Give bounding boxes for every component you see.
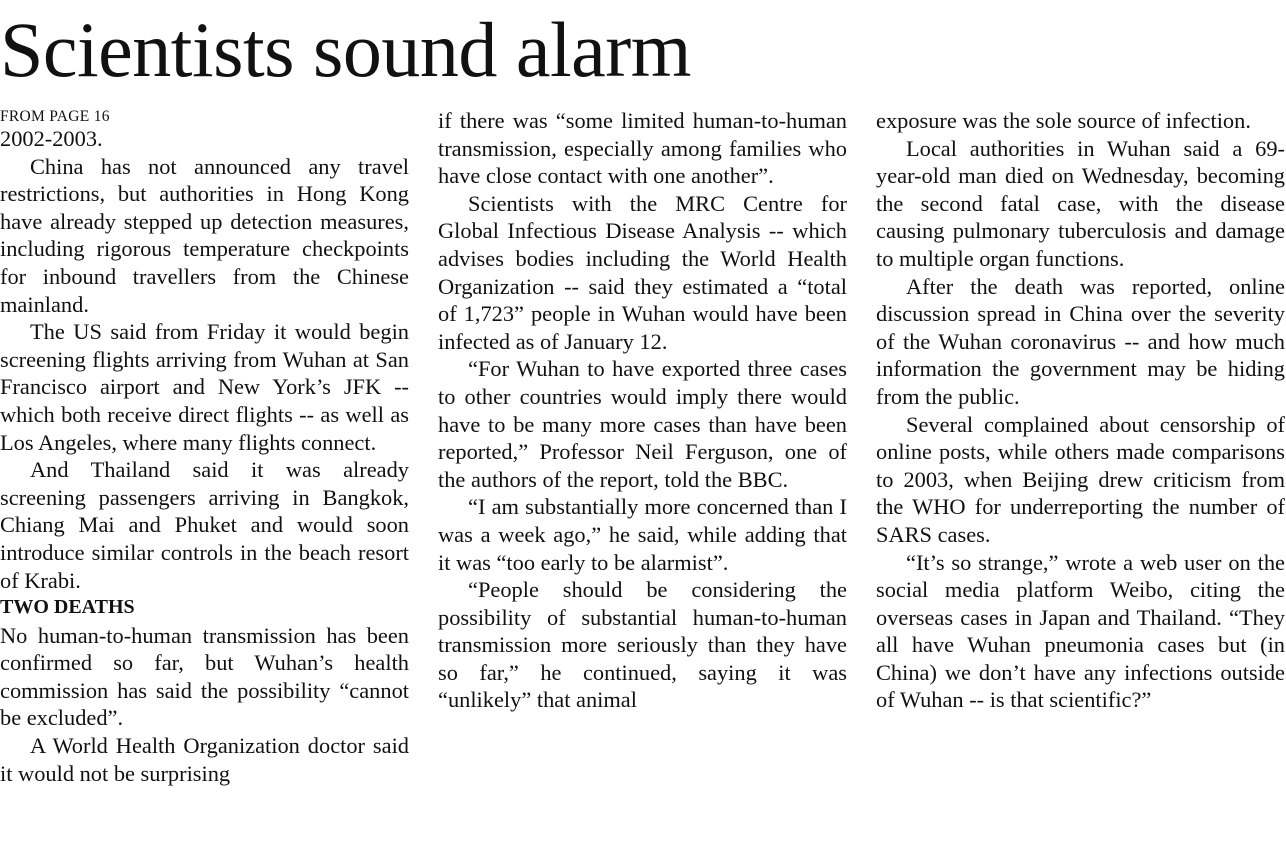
body-paragraph: “For Wuhan to have exported three cases to other countries would imply there would have to be many more cases than have been reported,” Professor Neil Ferguson, one of the authors of the report, told the BBC. <box>438 356 847 492</box>
body-paragraph: “It’s so strange,” wrote a web user on the social media platform Weibo, citing the overseas cases in Japan and Thailand. “They all have Wuhan pneumonia cases but (in China) we don’t have any infections outside of Wuhan -- is that scientific?” <box>876 549 1285 713</box>
body-paragraph: The US said from Friday it would begin screening flights arriving from Wuhan at San Francisco airport and New York’s JFK -- which both receive direct flights -- as well as Los Angeles, where many flights connect. <box>0 319 409 455</box>
body-paragraph: “I am substantially more concerned than I was a week ago,” he said, while adding that it was “too early to be alarmist”. <box>438 494 847 575</box>
body-paragraph: A World Health Organization doctor said it would not be surprising <box>0 733 409 786</box>
body-paragraph: “People should be considering the possibility of substantial human-to-human transmission more seriously than they have so far,” he continued, saying it was “unlikely” that animal <box>438 577 847 713</box>
body-paragraph: No human-to-human transmission has been confirmed so far, but Wuhan’s health commission has said the possibility “cannot be excluded”. <box>0 622 409 731</box>
body-paragraph: Scientists with the MRC Centre for Global Infectious Disease Analysis -- which advises bodies including the World Health Organization -- said they estimated a “total of 1,723” people in Wuhan would have been infected as of January 12. <box>438 190 847 354</box>
headline: Scientists sound alarm <box>0 6 691 93</box>
body-paragraph: exposure was the sole source of infection. <box>876 108 1251 133</box>
article-column-2 <box>438 107 847 714</box>
body-paragraph: After the death was reported, online discussion spread in China over the severity of the Wuhan coronavirus -- and how much information the government may be hiding from the public. <box>876 273 1285 409</box>
article-column-3 <box>876 107 1285 714</box>
body-paragraph: if there was “some limited human-to-human transmission, especially among families who have close contact with one another”. <box>438 108 847 189</box>
article-column-1 <box>0 107 409 787</box>
continuation-slug: FROM PAGE 16 <box>0 108 110 125</box>
body-paragraph: Local authorities in Wuhan said a 69-year-old man died on Wednesday, becoming the second fatal case, with the disease causing pulmonary tuberculosis and damage to multiple organ functions. <box>876 135 1285 271</box>
body-paragraph: And Thailand said it was already screening passengers arriving in Bangkok, Chiang Mai and Phuket and would soon introduce similar controls in the beach resort of Krabi. <box>0 457 409 593</box>
body-paragraph: Several complained about censorship of online posts, while others made comparisons to 2003, when Beijing drew criticism from the WHO for underreporting the number of SARS cases. <box>876 411 1285 547</box>
body-paragraph: 2002-2003. <box>0 126 103 151</box>
section-subhead: TWO DEATHS <box>0 596 135 619</box>
body-paragraph: China has not announced any travel restrictions, but authorities in Hong Kong have already stepped up detection measures, including rigorous temperature checkpoints for inbound travellers from the Chinese mainland. <box>0 153 409 317</box>
